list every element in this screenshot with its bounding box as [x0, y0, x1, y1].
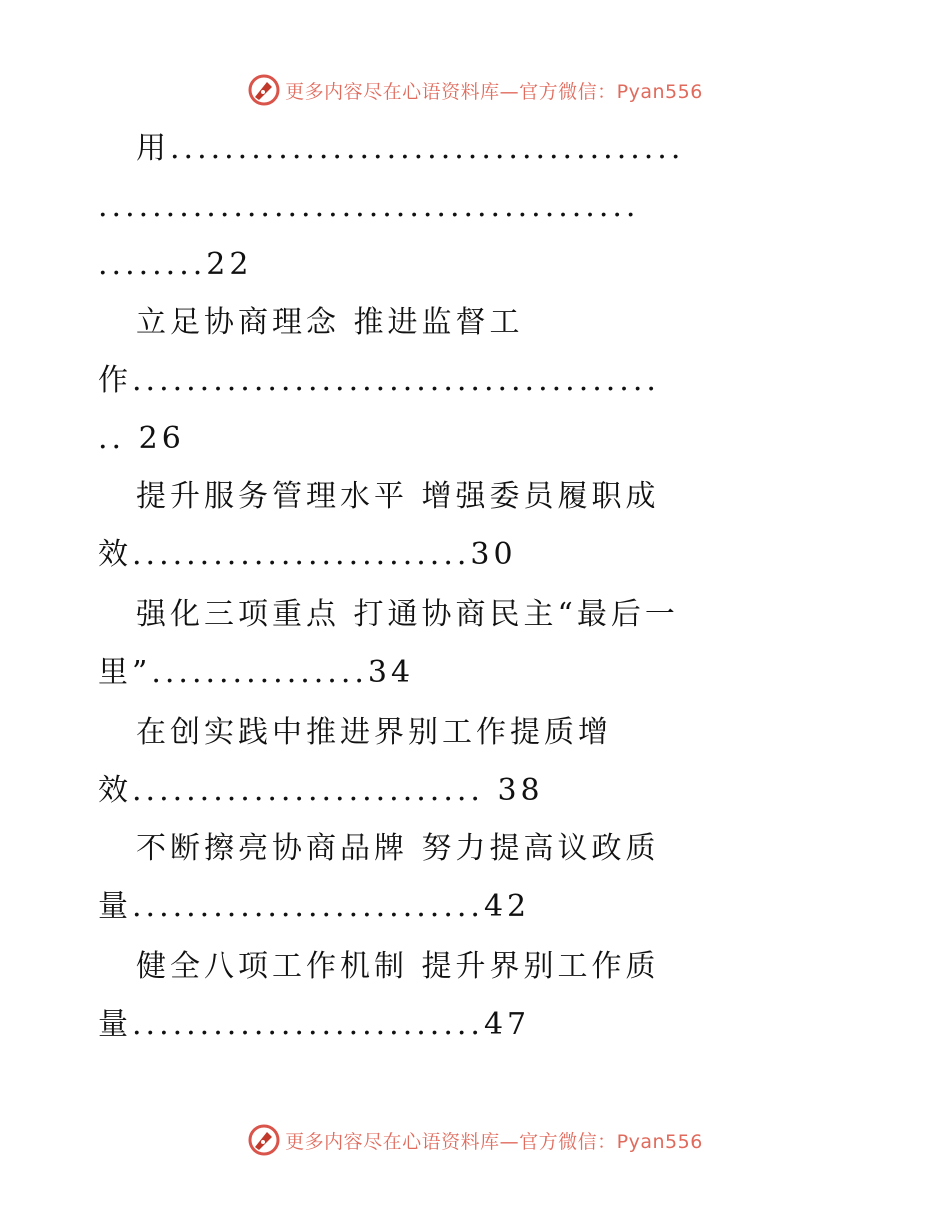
toc-entry-title: 强化三项重点 打通协商民主“最后一	[136, 597, 679, 632]
toc-line: 量..........................47	[98, 1007, 531, 1042]
pen-nib-logo-icon	[247, 1123, 281, 1157]
toc-line: .. 26	[98, 421, 185, 456]
toc-entry-title: 立足协商理念 推进监督工	[136, 305, 524, 340]
toc-line: ........................................	[98, 189, 640, 224]
pen-nib-logo-icon	[247, 73, 281, 107]
toc-line: 效.......................... 38	[98, 773, 544, 808]
toc-line: ........22	[98, 247, 253, 282]
footer-watermark	[0, 1120, 950, 1160]
toc-line: 效.........................30	[98, 537, 517, 572]
toc-line: 用......................................	[136, 131, 685, 166]
toc-entry-title: 不断擦亮协商品牌 努力提高议政质	[136, 831, 660, 866]
toc-line: 量..........................42	[98, 889, 531, 924]
header-watermark	[0, 70, 950, 110]
toc-entry-title: 健全八项工作机制 提升界别工作质	[136, 949, 660, 984]
watermark-text: 更多内容尽在心语资料库—官方微信：Pyan556	[285, 1130, 703, 1153]
toc-line: 里”................34	[98, 655, 415, 690]
toc-line: 作.......................................	[98, 363, 660, 398]
watermark-text: 更多内容尽在心语资料库—官方微信：Pyan556	[285, 80, 703, 103]
toc-entry-title: 在创实践中推进界别工作提质增	[136, 715, 612, 750]
toc-entry-title: 提升服务管理水平 增强委员履职成	[136, 479, 660, 514]
